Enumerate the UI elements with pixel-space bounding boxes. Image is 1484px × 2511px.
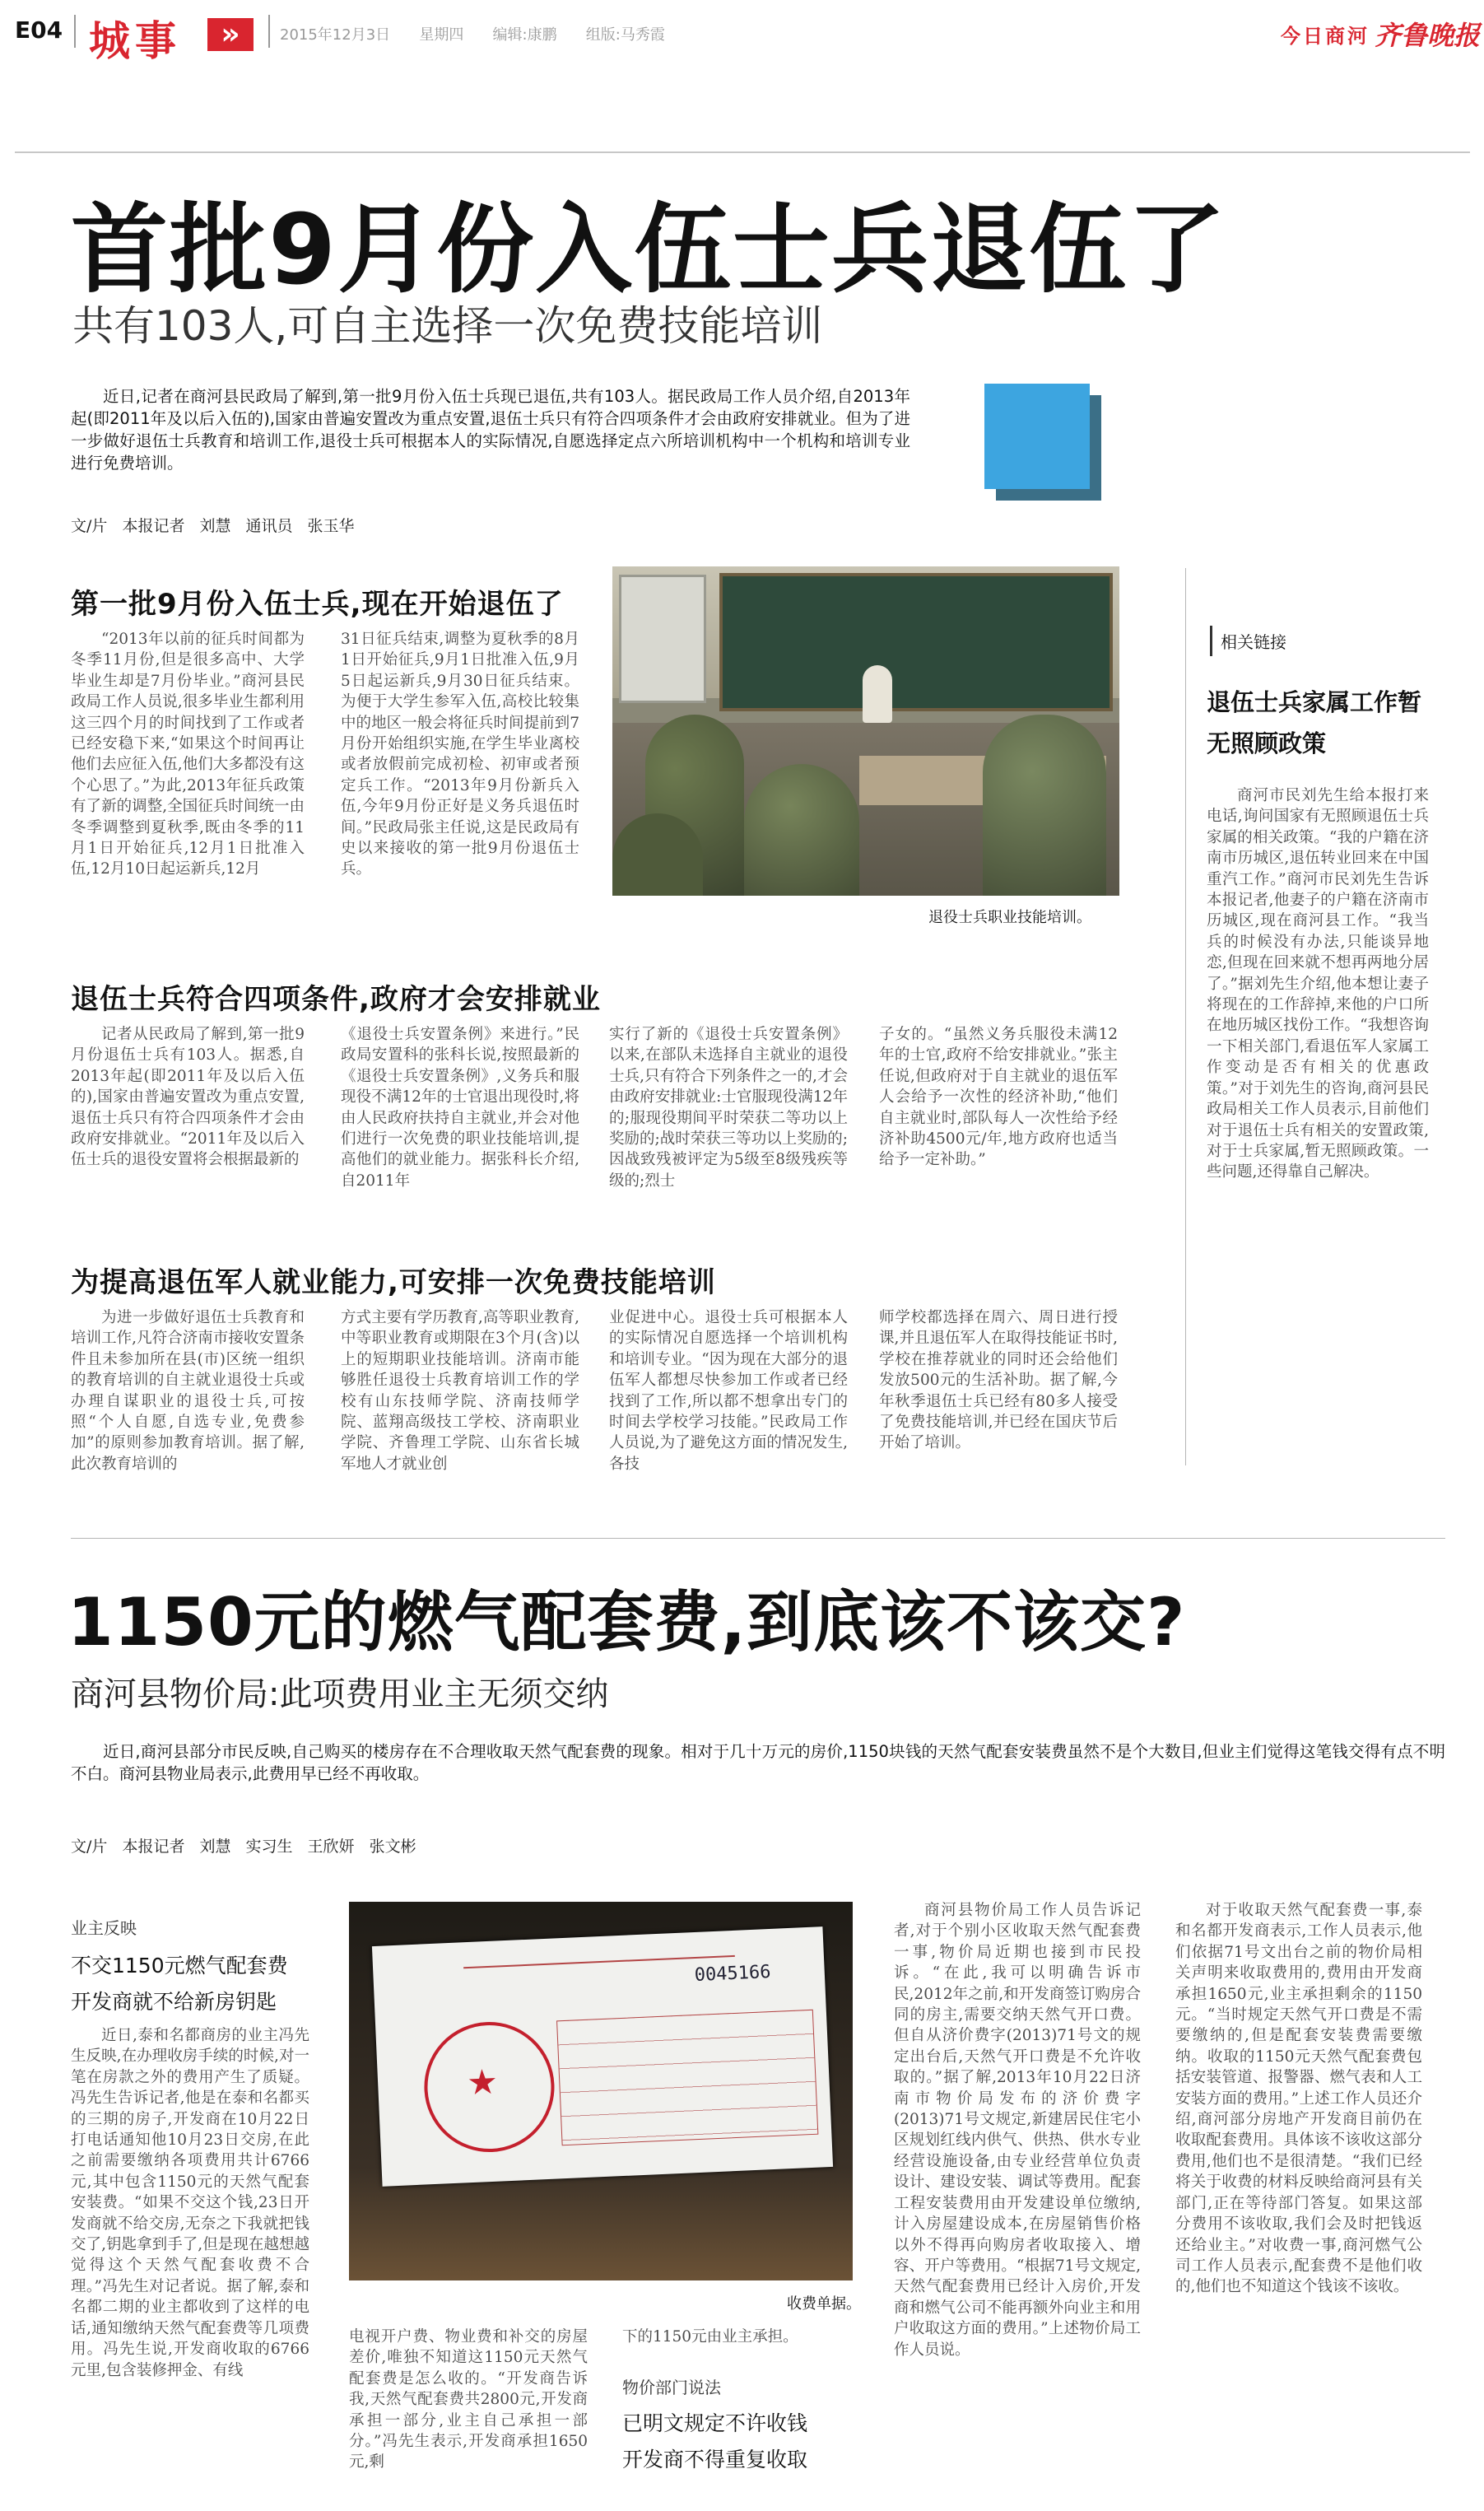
photo-window (619, 575, 706, 703)
bureau-subhead-1: 已明文规定不许收钱 (622, 2411, 808, 2435)
s2-col1-text: 记者从民政局了解到,第一批9月份退伍士兵有103人。据悉,自2013年起(即2011年及以后入伍的),国家由普遍安置改为重点安置,退伍士兵只有符合四项条件才会由政府安排就业。“2011年及以后入伍士兵的退役安置将会根据最新的 (71, 1026, 305, 1169)
s2-col2-text: 《退役士兵安置条例》来进行。”民政局安置科的张科长说,按照最新的《退役士兵安置条例》,义务兵和服现役不满12年的士官退出现役时,将由人民政府扶持自主就业,并会对他们进行一次免费的职业技能培训,提高他们的就业能力。据张科长介绍,自2011年 (341, 1026, 579, 1190)
classroom-photo-caption: 退役士兵职业技能培训。 (928, 909, 1091, 926)
s2-col3 (609, 1024, 848, 1230)
header-divider-2 (268, 15, 270, 48)
decor-block (984, 384, 1105, 504)
story2-byline: 文/片 本报记者 刘慧 实习生 王欣妍 张文彬 (71, 1838, 416, 1856)
s4-col2-text: 电视开户费、物业费和补交的房屋差价,唯独不知道这1150元天然气配套费是怎么收的。“开发商告诉我,天然气配套费共2800元,开发商承担一部分,业主自己承担一部分。”冯先生表示,开发商承担1650元,剩 (349, 2328, 588, 2471)
s2-col3-text: 实行了新的《退役士兵安置条例》以来,在部队未选择自主就业的退役士兵,只有符合下列条件之一的,才会由政府安排就业:士官服现役满12年的;服现役期间平时荣获二等功以上奖励的;战时荣获三等功以上奖励的;因战致残被评定为5级至8级残疾等级的;烈士 (609, 1026, 848, 1190)
story1-subhead-2: 退伍士兵符合四项条件,政府才会安排就业 (71, 983, 601, 1016)
sidebar-label: 相关链接 (1210, 626, 1295, 656)
s4-col2 (349, 2327, 588, 2499)
story1-headline: 首批9月份入伍士兵退伍了 (71, 193, 1227, 306)
sidebar-vertical-rule (1185, 568, 1186, 1465)
sidebar-body (1207, 785, 1429, 1395)
kicker-price-bureau: 物价部门说法 (622, 2378, 721, 2397)
s3-col3-text: 业促进中心。退役士兵可根据本人的实际情况自愿选择一个培训机构和培训专业。“因为现在大部分的退伍军人都想尽快参加工作或者已经找到了工作,所以都不想拿出专门的时间去学校学习技能。”民政局工作人员说,为了避免这方面的情况发生,各技 (609, 1309, 848, 1473)
paper-logo: 齐鲁晚报 (1375, 20, 1481, 51)
story1-byline: 文/片 本报记者 刘慧 通讯员 张玉华 (71, 517, 355, 535)
s2-col4-text: 子女的。“虽然义务兵服役未满12年的士官,政府不给安排就业。”张主任说,但政府对于自主就业的退伍军人会给予一次性的经济补助,“他们自主就业时,部队每人一次性给予经济补助4500元/年,地方政府也适当给予一定补助。” (879, 1026, 1118, 1169)
classroom-photo (612, 566, 1119, 896)
receipt-seal-star-icon: ★ (466, 2061, 499, 2103)
bureau-subhead-2: 开发商不得重复收取 (622, 2448, 808, 2471)
receipt-paper (372, 1926, 833, 2187)
s4-col5-text: 对于收取天然气配套费一事,泰和名都开发商表示,工作人员表示,他们依据71号文出台之前的物价局相关声明来收取费用的,费用由开发商承担1650元,业主承担剩余的1150元。“当时规定天然气开口费是不需要缴纳的,但是配套安装费需要缴纳。收取的1150元天然气配套费包括安装管道、报警器、燃气表和人工安装方面的费用。”上述工作人员还介绍,商河部分房地产开发商目前仍在收取配套费用。具体该不该收这部分费用,他们也不是很清楚。“我们已经将关于收费的材料反映给商河县有关部门,正在等待部门答复。如果这部分费用不该收取,我们会及时把钱返还给业主。”对收费一事,商河燃气公司工作人员表示,配套费不是他们收的,他们也不知道这个钱该不该收。 (1175, 1902, 1422, 2296)
s3-col3 (609, 1307, 848, 1513)
s4-col1 (71, 2025, 309, 2503)
story1-subhead-1: 第一批9月份入伍士兵,现在开始退伍了 (71, 588, 564, 621)
receipt-number: 0045166 (694, 1961, 771, 1987)
story2-lead-text: 近日,商河县部分市民反映,自己购买的楼房存在不合理收取天然气配套费的现象。相对于几十万元的房价,1150块钱的天然气配套安装费虽然不是个大数目,但业主们觉得这笔钱交得有点不明不白。商河县物业局表示,此费用早已经不再收取。 (71, 1742, 1445, 1783)
s3-col4-text: 师学校都选择在周六、周日进行授课,并且退伍军人在取得技能证书时,学校在推荐就业的同时还会给他们发放500元的生活补助。据了解,今年秋季退伍士兵已经有80多人接受了免费技能培训,并已经在国庆节后开始了培训。 (879, 1309, 1118, 1452)
photo-blackboard (719, 573, 1113, 711)
sidebar-title: 退伍士兵家属工作暂无照顾政策 (1207, 688, 1422, 757)
weekday: 星期四 (419, 26, 464, 44)
sidebar-body-text: 商河市民刘先生给本报打来电话,询问国家有无照顾退伍士兵家属的相关政策。“我的户籍在济南市历城区,退伍转业回来在中国重汽工作。”商河市民刘先生告诉本报记者,他妻子的户籍在济南市历城区,现在商河县工作。“我当兵的时候没有办法,只能谈异地恋,但现在回来就不想再两地分居了。”据刘先生介绍,他本想让妻子将现在的工作辞掉,来他的户口所在地历城区找份工作。“我想咨询一下相关部门,看退伍军人家属工作变动是否有相关的优惠政策。”对于刘先生的咨询,商河县民政局相关工作人员表示,目前他们对于退伍士兵有相关的安置政策,对于士兵家属,暂无照顾政策。一些问题,还得靠自己解决。 (1207, 787, 1429, 1181)
s4-col3-text: 下的1150元由业主承担。 (622, 2328, 798, 2346)
date: 2015年12月3日 (280, 26, 391, 44)
photo-soldier-3 (983, 715, 1106, 896)
s1-col2 (341, 629, 579, 942)
story2-subtitle: 商河县物价局:此项费用业主无须交纳 (71, 1675, 609, 1713)
owner-subhead-2: 开发商就不给新房钥匙 (71, 1990, 277, 2014)
s4-col1-text: 近日,泰和名都商房的业主冯先生反映,在办理收房手续的时候,对一笔在房款之外的费用产生了质疑。冯先生告诉记者,他是在泰和名都买的三期的房子,开发商在10月22日打电话通知他10月23日交房,在此之前需要缴纳各项费用共计6766元,其中包含1150元的天然气配套安装费。“如果不交这个钱,23日开发商就不给交房,无奈之下我就把钱交了,钥匙拿到手了,但是现在越想越觉得这个天然气配套收费不合理。”冯先生对记者说。据了解,泰和名都二期的业主都收到了这样的电话,通知缴纳天然气配套费等几项费用。冯先生说,开发商收取的6766元里,包含装修押金、有线 (71, 2027, 309, 2379)
s4-col4 (894, 1900, 1141, 2501)
s2-col4 (879, 1024, 1118, 1230)
story1-lead-text: 近日,记者在商河县民政局了解到,第一批9月份入伍士兵现已退伍,共有103人。据民政局工作人员介绍,自2013年起(即2011年及以后入伍的),国家由普遍安置改为重点安置,退伍士兵只有符合四项条件才会由政府安排就业。但为了进一步做好退伍士兵教育和培训工作,退役士兵可根据本人的实际情况,自愿选择定点六所培训机构中一个机构和培训专业进行免费培训。 (71, 387, 910, 473)
story-divider (71, 1538, 1445, 1539)
receipt-photo (349, 1902, 853, 2280)
page-number: E04 (15, 16, 63, 44)
s2-col1 (71, 1024, 305, 1230)
story1-subhead-3: 为提高退伍军人就业能力,可安排一次免费技能培训 (71, 1266, 716, 1299)
s4-col5 (1175, 1900, 1422, 2501)
decor-face (984, 384, 1090, 489)
story1-lead (71, 385, 910, 474)
receipt-photo-caption: 收费单据。 (787, 2295, 861, 2313)
story2-lead (71, 1740, 1445, 1785)
editor: 编辑:康鹏 (492, 26, 557, 44)
s4-col4-text: 商河县物价局工作人员告诉记者,对于个别小区收取天然气配套费一事,物价局近期也接到市民投诉。“在此,我可以明确告诉市民,2012年之前,和开发商签订购房合同的房主,需要交纳天然气开口费。但自从济价费字(2013)71号文的规定出台后,天然气开口费是不允许收取的。”据了解,2013年10月22日济南市物价局发布的济价费字(2013)71号文规定,新建居民住宅小区规划红线内供气、供热、供水专业经营设施设备,由专业经营单位负责设计、建设安装、调试等费用。配套工程安装费用由开发建设单位缴纳,计入房屋建设成本,在房屋销售价格以外不得再向购房者收取接入、增容、开户等费用。“根据71号文规定,天然气配套费用已经计入房价,开发商和燃气公司不能再额外向业主和用户收取这方面的费用。”上述物价局工作人员说。 (894, 1902, 1141, 2359)
story2-headline: 1150元的燃气配套费,到底该不该交? (67, 1584, 1186, 1661)
photo-soldier-2 (744, 764, 859, 896)
header-tagline: 今日商河 (1281, 25, 1370, 48)
layout-editor: 组版:马秀霞 (585, 26, 665, 44)
s3-col1-text: 为进一步做好退伍士兵教育和培训工作,凡符合济南市接收安置条件且未参加所在县(市)区统一组织的教育培训的自主就业退役士兵或办理自谋职业的退役士兵,可按照“个人自愿,自选专业,免费参加”的原则参加教育培训。据了解,此次教育培训的 (71, 1309, 305, 1473)
header-meta (280, 23, 665, 44)
section-arrow-icon: » (207, 18, 254, 51)
s1-col2-text: 31日征兵结束,调整为夏秋季的8月1日开始征兵,9月1日批准入伍,9月5日起运新兵,9月30日征兵结束。为便于大学生参军入伍,高校比较集中的地区一般会将征兵时间提前到7月份开始组织实施,在学生毕业离校或者放假前完成初检、初审或者预定兵工作。“2013年9月份新兵入伍,今年9月份正好是义务兵退伍时间。”民政局张主任说,这是民政局有史以来接收的第一批9月份退伍士兵。 (341, 631, 579, 878)
photo-teacher (863, 665, 892, 723)
section-name: 城事 (89, 17, 181, 65)
s3-col4 (879, 1307, 1118, 1513)
header-divider (74, 15, 76, 48)
s1-col1 (71, 629, 305, 942)
s4-col3-top (622, 2327, 853, 2351)
s3-col1 (71, 1307, 305, 1513)
receipt-grid (556, 2010, 818, 2145)
s1-col1-text: “2013年以前的征兵时间都为冬季11月份,但是很多高中、大学毕业生却是7月份毕业。”商河县民政局工作人员说,很多毕业生都利用这三四个月的时间找到了工作或者已经安稳下来,“如果这个时间再让他们去应征入伍,他们大多都没有这个心思了。”为此,2013年征兵政策有了新的调整,全国征兵时间统一由冬季调整到夏秋季,既由冬季的11月1日开始征兵,12月1日批准入伍,12月10日起运新兵,12月 (71, 631, 305, 878)
s3-col2-text: 方式主要有学历教育,高等职业教育,中等职业教育或期限在3个月(含)以上的短期职业技能培训。济南市能够胜任退役士兵教育培训工作的学校有山东技师学院、济南技师学院、蓝翔高级技工学校、济南职业学院、齐鲁理工学院、山东省长城军地人才就业创 (341, 1309, 579, 1473)
owner-subhead-1: 不交1150元燃气配套费 (71, 1954, 288, 1978)
story1-subtitle: 共有103人,可自主选择一次免费技能培训 (72, 302, 823, 350)
s2-col2 (341, 1024, 579, 1230)
s3-col2 (341, 1307, 579, 1513)
photo-soldier-4 (612, 813, 703, 896)
header-rule (15, 151, 1470, 153)
kicker-owners: 业主反映 (71, 1918, 137, 1938)
